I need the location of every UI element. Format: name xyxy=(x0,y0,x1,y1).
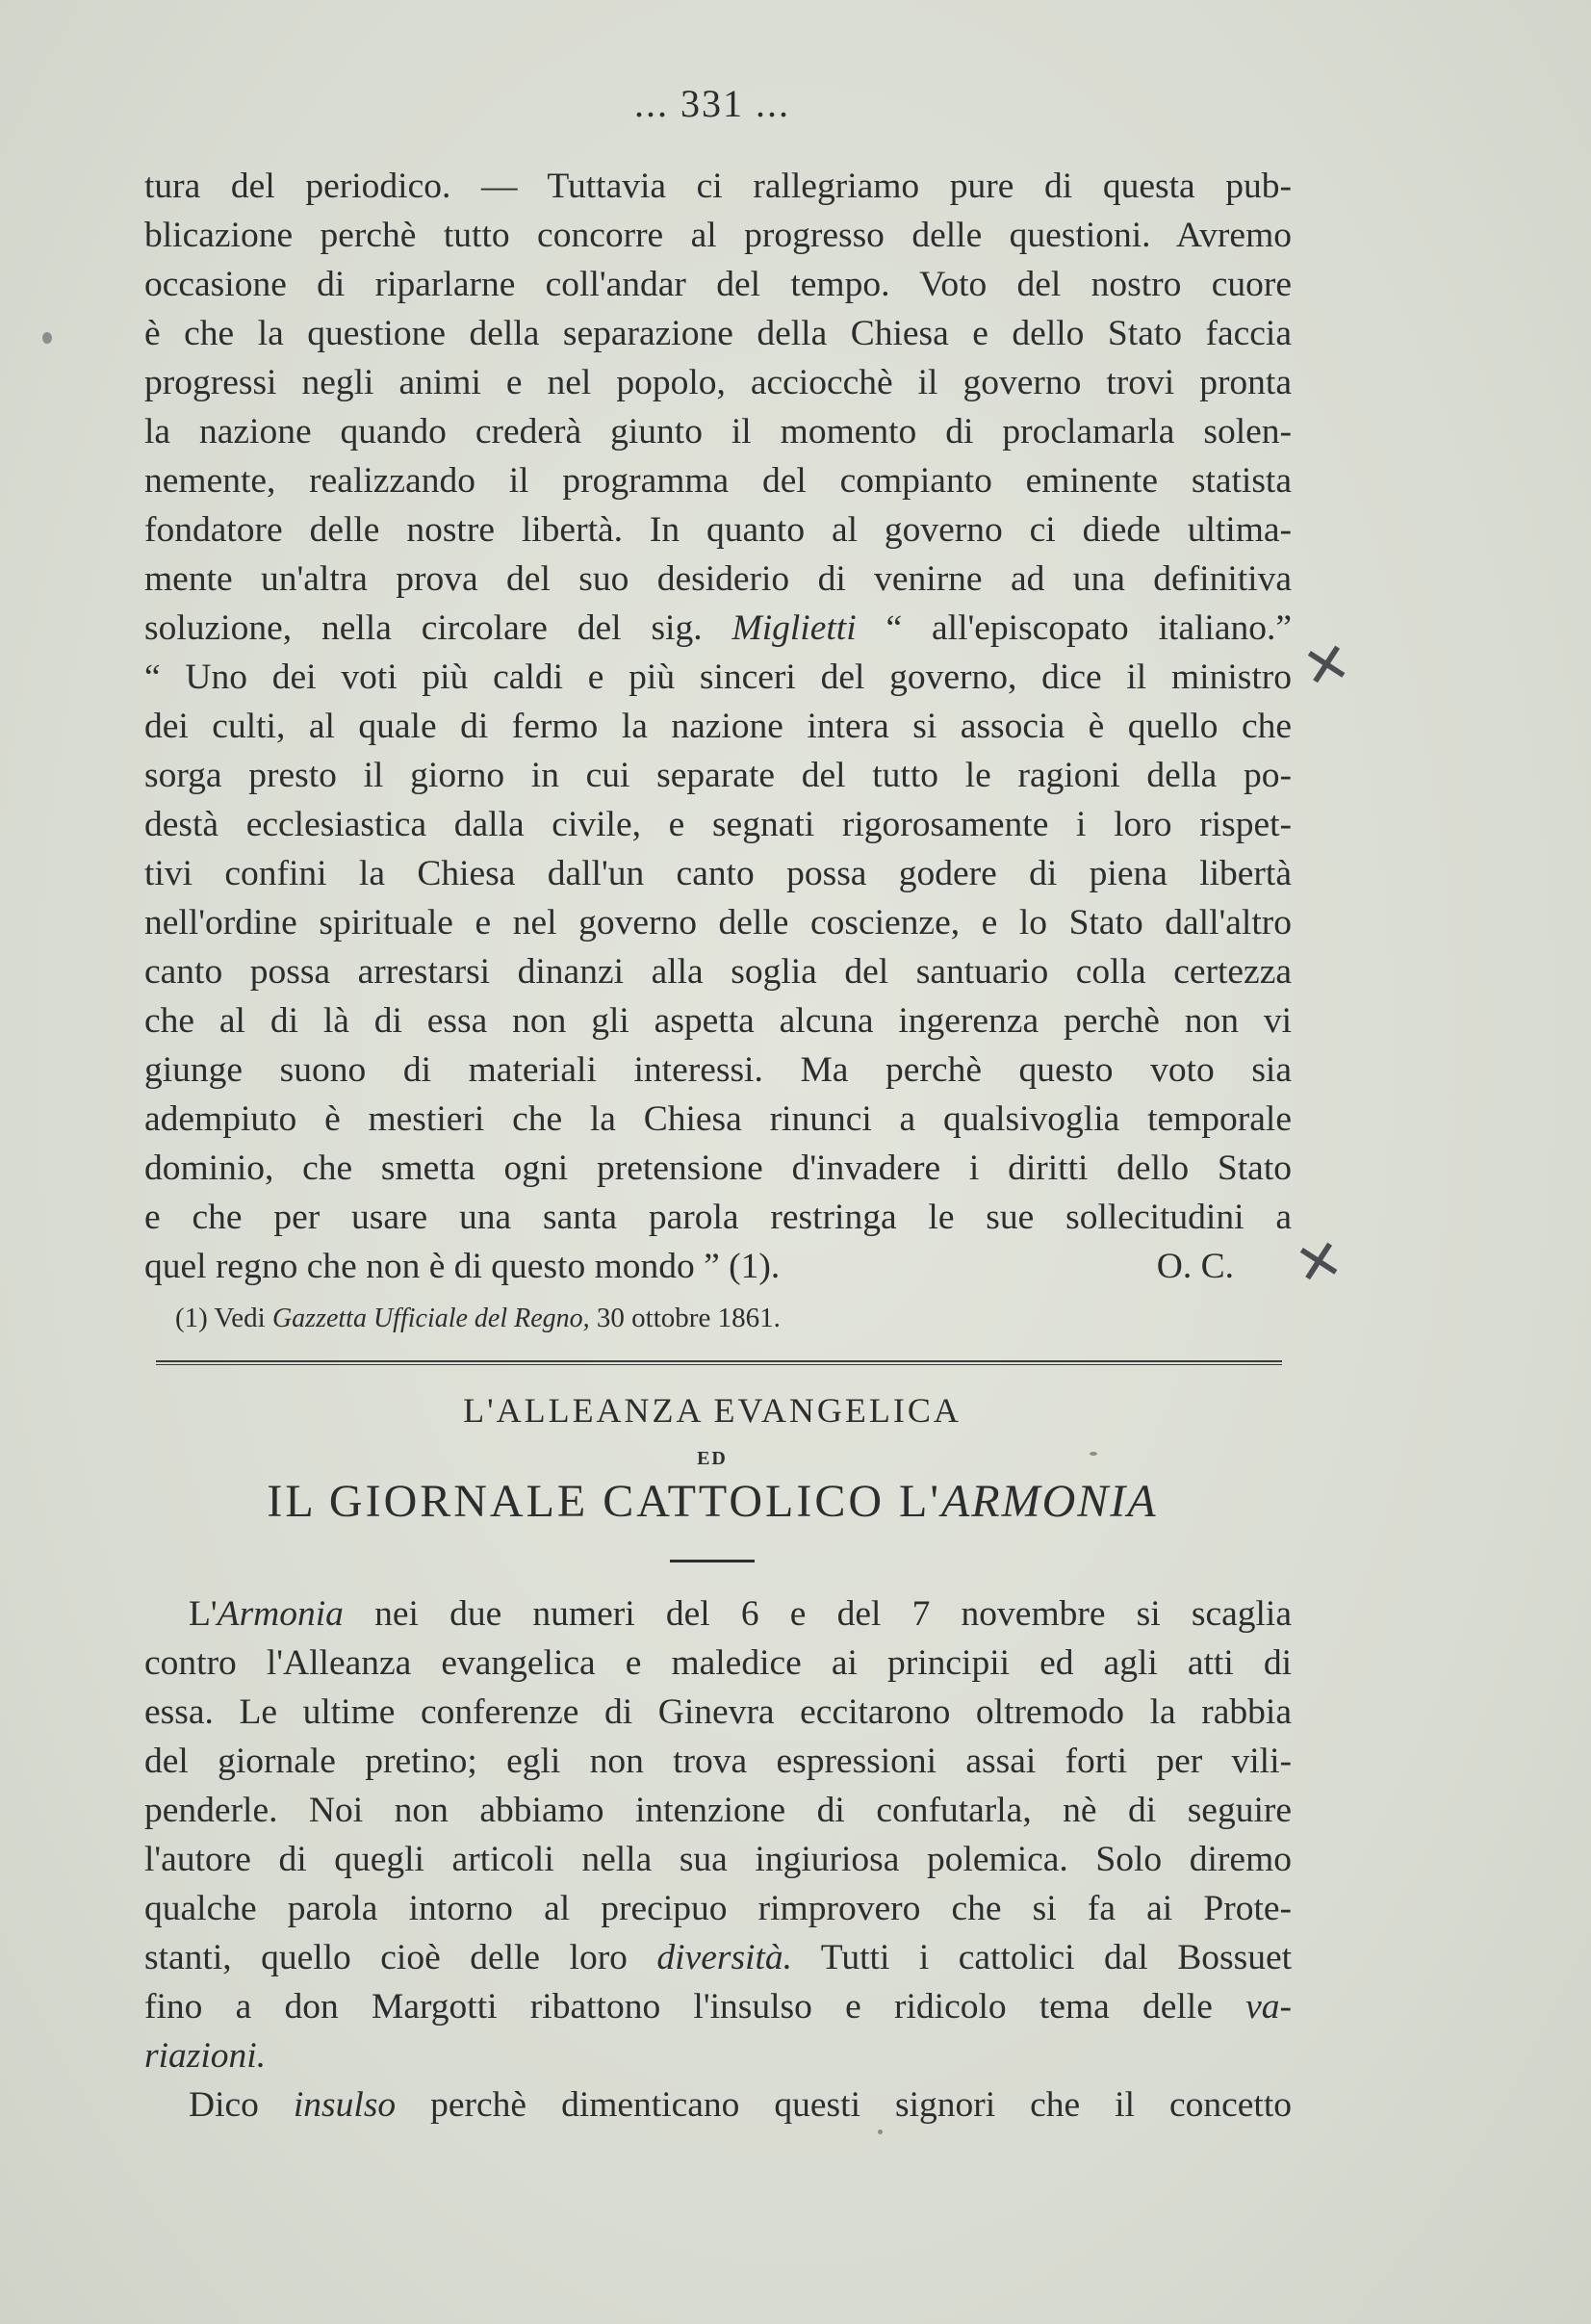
text-line: essa. Le ultime conferenze di Ginevra eccitarono oltremodo la rabbia xyxy=(144,1692,1292,1732)
article-title-connector: ED xyxy=(697,1448,728,1469)
text-line: tura del periodico. — Tuttavia ci rallegriamo pure di questa pub- xyxy=(144,167,1292,206)
text-fragment: soluzione, nella circolare del sig. xyxy=(144,608,732,648)
paper-speck xyxy=(878,2130,883,2134)
quote-line: nell'ordine spirituale e nel governo delle coscienze, e lo Stato dall'altro xyxy=(144,903,1292,943)
text-line: blicazione perchè tutto concorre al progresso delle questioni. Avremo xyxy=(144,216,1292,255)
quote-line: e che per usare una santa parola restringa le sue sollecitudini a xyxy=(144,1198,1292,1237)
page-number: ... 331 ... xyxy=(634,82,790,125)
text-line-diversita xyxy=(144,1933,1292,1982)
text-fragment: “ all'episcopato italiano.” xyxy=(856,608,1292,648)
text-line: fondatore delle nostre libertà. In quanto al governo ci diede ultima- xyxy=(144,510,1292,550)
quote-line: tivi confini la Chiesa dall'un canto possa godere di piena libertà xyxy=(144,854,1292,893)
text-line-armonia xyxy=(144,1589,1292,1639)
handwritten-cross-mark: ✕ xyxy=(1296,628,1357,703)
paragraph-armonia xyxy=(144,1589,1292,2130)
text-line: l'autore di quegli articoli nella sua ingiuriosa polemica. Solo diremo xyxy=(144,1840,1292,1879)
italic-variazioni-end: riazioni. xyxy=(144,2036,267,2076)
text-fragment: Tutti i cattolici dal Bossuet xyxy=(792,1938,1293,1977)
text-line: è che la questione della separazione della Chiesa e dello Stato faccia xyxy=(144,314,1292,353)
quote-line: giunge suono di materiali interessi. Ma perchè questo voto sia xyxy=(144,1050,1292,1090)
text-line: contro l'Alleanza evangelica e maledice ai principii ed agli atti di xyxy=(144,1643,1292,1683)
text-fragment: Dico xyxy=(189,2085,294,2125)
title-italic-armonia: ARMONIA xyxy=(940,1476,1158,1527)
section-divider xyxy=(156,1360,1282,1365)
text-fragment: perchè dimenticano questi signori che il concetto xyxy=(396,2085,1292,2125)
text-line-miglietti xyxy=(144,604,1292,653)
footnote-source: Gazzetta Ufficiale del Regno, xyxy=(271,1304,590,1333)
paper-speck xyxy=(42,332,52,344)
italic-armonia: Armonia xyxy=(217,1594,344,1634)
article-title-line-1: L'ALLEANZA EVANGELICA xyxy=(463,1391,962,1430)
title-prefix: IL GIORNALE CATTOLICO L' xyxy=(267,1476,941,1527)
paragraph-separation-church-state xyxy=(144,162,1292,1291)
closing-line xyxy=(144,1242,1292,1291)
text-line: del giornale pretino; egli non trova espressioni assai forti per vili- xyxy=(144,1742,1292,1781)
quote-line: adempiuto è mestieri che la Chiesa rinunci a qualsivoglia temporale xyxy=(144,1099,1292,1139)
article-title-line-2 xyxy=(0,1475,1424,1528)
text-line: la nazione quando crederà giunto il momento di proclamarla solen- xyxy=(144,412,1292,452)
handwritten-cross-mark: ✕ xyxy=(1289,1225,1349,1300)
quote-line: destà ecclesiastica dalla civile, e segnati rigorosamente i loro rispet- xyxy=(144,805,1292,844)
paper-speck xyxy=(1090,1452,1097,1456)
text-line: occasione di riparlarne coll'andar del tempo. Voto del nostro cuore xyxy=(144,265,1292,304)
text-line: qualche parola intorno al precipuo rimprovero che si fa ai Prote- xyxy=(144,1889,1292,1928)
footnote-marker: (1) Vedi xyxy=(175,1303,272,1333)
text-line-last xyxy=(144,2031,1292,2080)
text-line: nemente, realizzando il programma del compianto eminente statista xyxy=(144,461,1292,501)
quote-line: canto possa arrestarsi dinanzi alla soglia del santuario colla certezza xyxy=(144,952,1292,992)
text-line: mente un'altra prova del suo desiderio di venirne ad una definitiva xyxy=(144,559,1292,599)
footnote-date: 30 ottobre 1861. xyxy=(589,1303,781,1333)
author-signature: O. C. xyxy=(1156,1247,1234,1286)
text-fragment: stanti, quello cioè delle loro xyxy=(144,1938,657,1977)
quote-line: dei culti, al quale di fermo la nazione intera si associa è quello che xyxy=(144,707,1292,746)
quote-line: dominio, che smetta ogni pretensione d'invadere i diritti dello Stato xyxy=(144,1149,1292,1188)
italic-diversita: diversità. xyxy=(656,1938,793,1977)
text-line-insulso xyxy=(144,2080,1292,2130)
footnote xyxy=(175,1299,781,1338)
quote-line: che al di là di essa non gli aspetta alcuna ingerenza perchè non vi xyxy=(144,1001,1292,1041)
text-fragment: fino a don Margotti ribattono l'insulso e ridicolo tema delle xyxy=(144,1987,1246,2027)
quote-line: “ Uno dei voti più caldi e più sinceri del governo, dice il ministro xyxy=(144,658,1292,697)
text-fragment: nei due numeri del 6 e del 7 novembre si scaglia xyxy=(343,1594,1292,1634)
text-line-variazioni xyxy=(144,1982,1292,2031)
quote-line: sorga presto il giorno in cui separate del tutto le ragioni della po- xyxy=(144,756,1292,795)
italic-name-miglietti: Miglietti xyxy=(731,608,857,648)
title-underline xyxy=(670,1560,755,1562)
italic-insulso: insulso xyxy=(293,2085,397,2125)
text-fragment: L' xyxy=(189,1594,218,1634)
closing-text: quel regno che non è di questo mondo ” (1). xyxy=(144,1247,781,1286)
italic-variazioni-start: va- xyxy=(1245,1987,1292,2027)
text-line: progressi negli animi e nel popolo, acciocchè il governo trovi pronta xyxy=(144,363,1292,402)
text-line: penderle. Noi non abbiamo intenzione di confutarla, nè di seguire xyxy=(144,1791,1292,1830)
